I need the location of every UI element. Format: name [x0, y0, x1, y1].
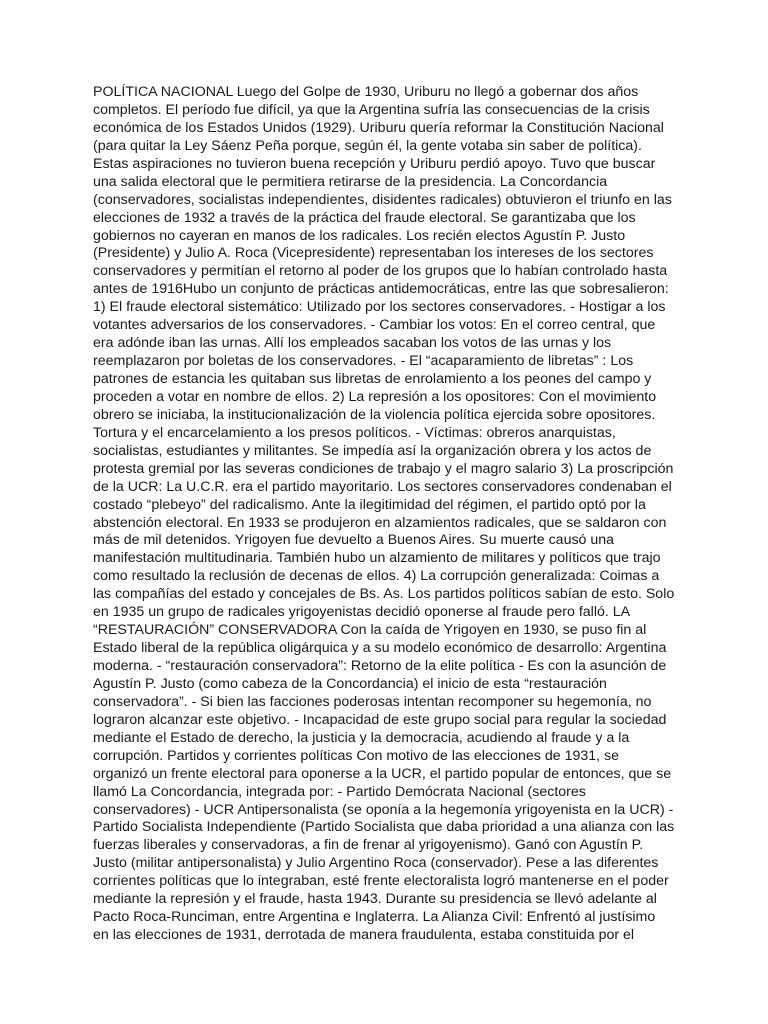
- text-line: corrupción. Partidos y corrientes políticas Con motivo de las elecciones de 1931, se: [93, 747, 619, 764]
- text-line: en 1935 un grupo de radicales yrigoyenistas decidió oponerse al fraude pero falló. LA: [93, 604, 631, 621]
- text-line: manifestación multitudinaria. También hubo un alzamiento de militares y políticos que trajo: [93, 550, 661, 567]
- text-line: obrero se iniciaba, la institucionalización de la violencia política ejercida sobre opositores.: [93, 406, 656, 423]
- text-line: moderna. - “restauración conservadora”: Retorno de la elite política - Es con la asunción de: [93, 658, 667, 674]
- text-line: Agustín P. Justo (como cabeza de la Concordancia) el inicio de esta “restauración: [93, 675, 607, 692]
- text-line: Estas aspiraciones no tuvieron buena recepción y Uriburu perdió apoyo. Tuvo que buscar: [93, 155, 656, 172]
- text-line: Estado liberal de la república oligárquica y a su modelo económico de desarrollo: Argentina: [93, 640, 667, 657]
- text-line: elecciones de 1932 a través de la práctica del fraude electoral. Se garantizaba que los: [93, 209, 636, 226]
- text-line: POLÍTICA NACIONAL Luego del Golpe de 1930, Uriburu no llegó a gobernar dos años: [93, 84, 639, 100]
- text-line: proceden a votar en nombre de ellos. 2) La represión a los opositores: Con el movimiento: [93, 388, 657, 405]
- text-line: “RESTAURACIÓN” CONSERVADORA Con la caída de Yrigoyen en 1930, se puso fin al: [93, 622, 647, 639]
- text-line: una salida electoral que le permitiera retirarse de la presidencia. La Concordancia: [93, 173, 608, 190]
- text-line: costado “plebeyo” del radicalismo. Ante la ilegitimidad del régimen, el partido optó por la: [93, 496, 646, 513]
- text-line: (Presidente) y Julio A. Roca (Vicepresidente) representaban los intereses de los sectores: [93, 245, 654, 262]
- text-line: reemplazaron por boletas de los conservadores. - El “acaparamiento de libretas” : Los: [93, 353, 634, 370]
- text-line: Pacto Roca-Runciman, entre Argentina e Inglaterra. La Alianza Civil: Enfrentó al justísimo: [93, 909, 656, 926]
- text-line: antes de 1916Hubo un conjunto de prácticas antidemocráticas, entre las que sobresalieron:: [93, 281, 669, 298]
- text-line: llamó La Concordancia, integrada por: - Partido Demócrata Nacional (sectores: [93, 783, 586, 800]
- text-line: gobiernos no cayeran en manos de los radicales. Los recién electos Agustín P. Justo: [93, 227, 626, 244]
- text-line: como resultado la reclusión de decenas de ellos. 4) La corrupción generalizada: Coimas a: [93, 568, 660, 585]
- text-line: completos. El período fue difícil, ya que la Argentina sufría las consecuencias de la crisis: [93, 101, 650, 118]
- text-line: mediante el Estado de derecho, la justicia y la democracia, acudiendo al fraude y a la: [93, 729, 630, 746]
- text-line: era adónde iban las urnas. Allí los empleados sacaban los votos de las urnas y los: [93, 335, 612, 352]
- text-line: patrones de estancia les quitaban sus libretas de enrolamiento a los peones del campo y: [93, 371, 652, 387]
- text-line: más de mil detenidos. Yrigoyen fue devuelto a Buenos Aires. Su muerte causó una: [93, 532, 615, 549]
- text-line: votantes adversarios de los conservadores. - Cambiar los votos: En el correo central, que: [93, 317, 656, 334]
- text-line: de la UCR: La U.C.R. era el partido mayoritario. Los sectores conservadores condenaban el: [93, 478, 672, 495]
- text-line: las compañías del estado y concejales de Bs. As. Los partidos políticos sabían de esto. Solo: [93, 586, 675, 603]
- text-line: conservadores) - UCR Antipersonalista (se oponía a la hegemonía yrigoyenista en la UCR) -: [93, 801, 674, 818]
- text-line: corrientes políticas que lo integraban, esté frente electoralista logró mantenerse en el poder: [93, 873, 669, 890]
- text-line: conservadores y permitían el retorno al poder de los grupos que lo habían controlado hasta: [93, 263, 668, 280]
- text-line: en las elecciones de 1931, derrotada de manera fraudulenta, estaba constituida por el: [93, 927, 635, 944]
- text-line: Justo (militar antipersonalista) y Julio Argentino Roca (conservador). Pese a las diferentes: [93, 855, 659, 872]
- text-line: fuerzas liberales y conservadoras, a fin de frenar al yrigoyenismo). Ganó con Agustín P.: [93, 837, 644, 854]
- text-line: lograron alcanzar este objetivo. - Incapacidad de este grupo social para regular la sociedad: [93, 711, 667, 728]
- text-line: organizó un frente electoral para oponerse a la UCR, el partido popular de entonces, que se: [93, 765, 672, 782]
- text-line: socialistas, estudiantes y militantes. Se impedía así la organización obrera y los actos de: [93, 442, 652, 459]
- text-line: protesta gremial por las severas condiciones de trabajo y el magro salario 3) La proscripción: [93, 460, 674, 477]
- text-line: abstención electoral. En 1933 se produjeron en alzamientos radicales, que se saldaron con: [93, 514, 667, 531]
- text-line: (conservadores, socialistas independientes, disidentes radicales) obtuvieron el triunfo en las: [93, 191, 672, 208]
- text-line: (para quitar la Ley Sáenz Peña porque, según él, la gente votaba sin saber de política).: [93, 137, 642, 154]
- text-line: 1) El fraude electoral sistemático: Utilizado por los sectores conservadores. - Hostigar a los: [93, 299, 666, 316]
- document-body: [93, 84, 675, 945]
- text-line: Tortura y el encarcelamiento a los presos políticos. - Víctimas: obreros anarquistas,: [93, 424, 616, 441]
- text-line: económica de los Estados Unidos (1929). Uriburu quería reformar la Constitución Nacional: [93, 119, 664, 136]
- text-line: conservadora”. - Si bien las facciones poderosas intentan recomponer su hegemonía, no: [93, 693, 652, 710]
- text-line: Partido Socialista Independiente (Partido Socialista que daba prioridad a una alianza con las: [93, 819, 675, 836]
- text-line: mediante la represión y el fraude, hasta 1943. Durante su presidencia se llevó adelante al: [93, 891, 657, 908]
